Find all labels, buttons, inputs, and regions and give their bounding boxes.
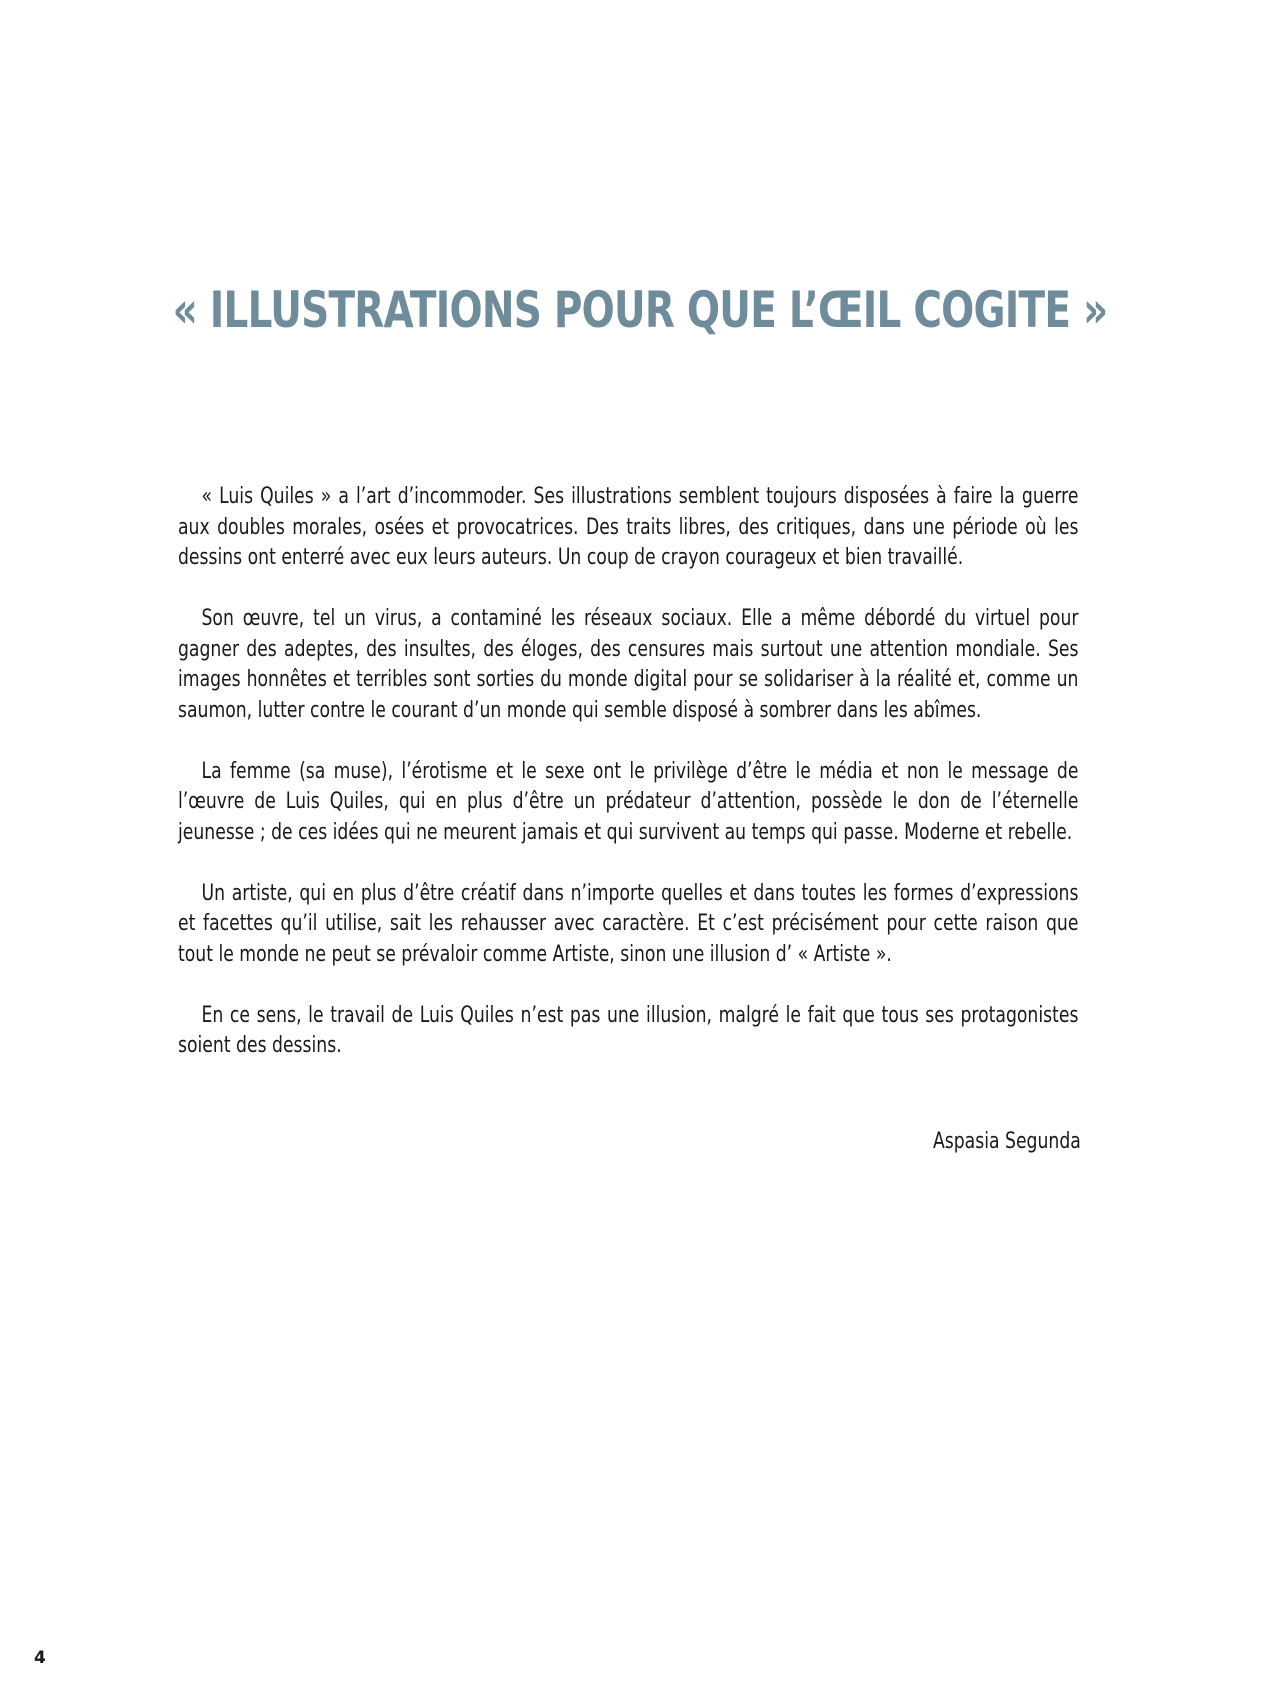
page-title: « ILLUSTRATIONS POUR QUE L’ŒIL COGITE »: [172, 280, 1108, 339]
page-number: 4: [34, 1648, 46, 1668]
paragraph: Un artiste, qui en plus d’être créatif dans n’importe quelles et dans toutes les formes d’expressions et facettes qu’il utilise, sait les rehausser avec caractère. Et c’est précisément pour cette raison que tout le monde ne peut se prévaloir comme Artiste, sinon une illusion d’ « Artiste ».: [178, 880, 1079, 967]
paragraph: La femme (sa muse), l’érotisme et le sexe ont le privilège d’être le média et non le message de l’œuvre de Luis Quiles, qui en plus d’être un prédateur d’attention, possède le don de l’éternelle jeunesse ; de ces idées qui ne meurent jamais et qui survivent au temps qui passe. Moderne et rebelle.: [178, 758, 1079, 845]
paragraph: Son œuvre, tel un virus, a contaminé les réseaux sociaux. Elle a même débordé du virtuel pour gagner des adeptes, des insultes, des éloges, des censures mais surtout une attention mondiale. Ses images honnêtes et terribles sont sorties du monde digital pour se solidariser à la réalité et, comme un saumon, lutter contre le courant d’un monde qui semble disposé à sombrer dans les abîmes.: [178, 606, 1079, 723]
article-body: [178, 482, 1078, 1092]
paragraph: En ce sens, le travail de Luis Quiles n’est pas une illusion, malgré le fait que tous ses protagonistes soient des dessins.: [178, 1002, 1079, 1058]
author-signature: Aspasia Segunda: [933, 1129, 1081, 1154]
paragraph: « Luis Quiles » a l’art d’incommoder. Ses illustrations semblent toujours disposées à faire la guerre aux doubles morales, osées et provocatrices. Des traits libres, des critiques, dans une période où les dessins ont enterré avec eux leurs auteurs. Un coup de crayon courageux et bien travaillé.: [178, 484, 1079, 570]
